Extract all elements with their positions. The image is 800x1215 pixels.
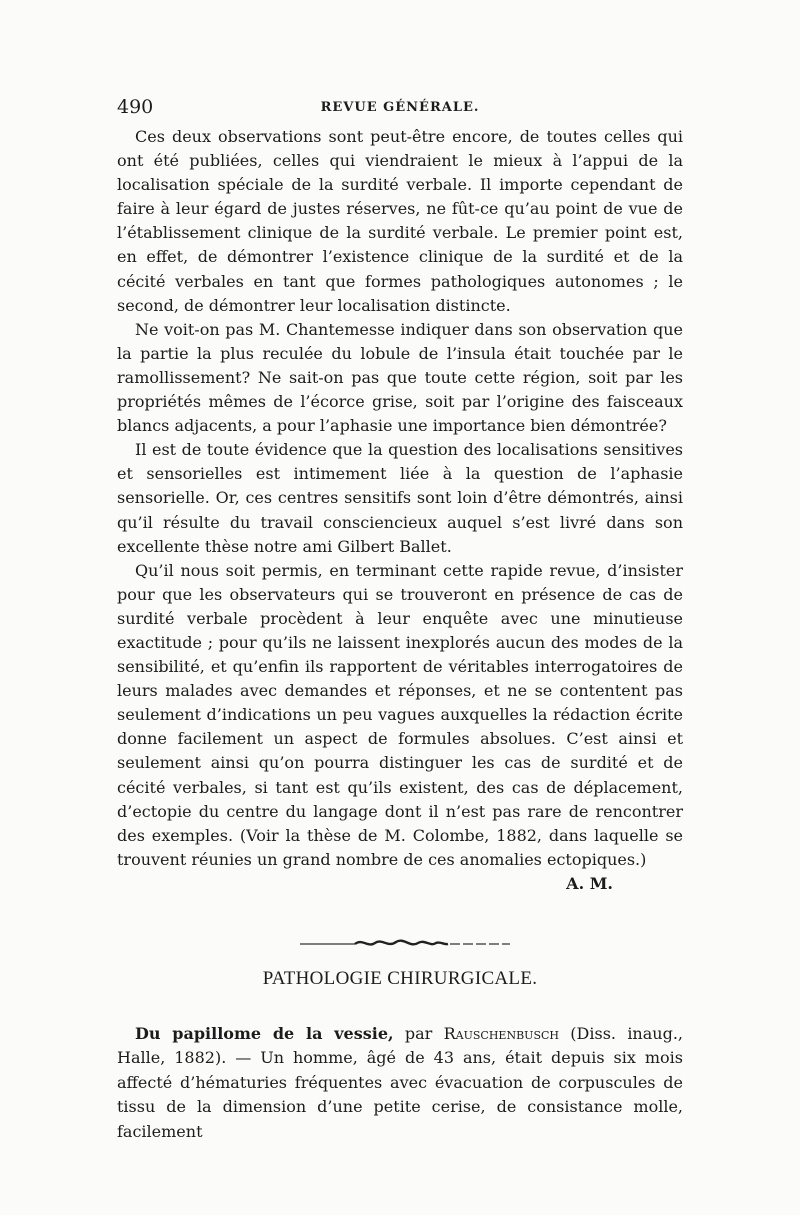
section-divider-ornament bbox=[300, 936, 510, 950]
page-number: 490 bbox=[117, 96, 154, 118]
entry-by: par bbox=[393, 1024, 444, 1043]
author-signature: A. M. bbox=[566, 873, 613, 893]
abstract-entry bbox=[117, 1022, 683, 1144]
paragraph: Qu’il nous soit permis, en terminant cette rapide revue, d’insister pour que les observateurs qui se trouveront en présence de cas de surdité verbale procèdent à leur enquête avec une minutieuse exactitude ; pour qu’ils ne laissent inexplorés aucun des modes de la sensibilité, et qu’enfin ils rapportent de véritables interrogatoires de leurs malades avec demandes et réponses, et ne se contentent pas seulement d’indications un peu vagues auxquelles la rédaction écrite donne facilement un aspect de formules absolues. C’est ainsi et seulement ainsi qu’on pourra distinguer les cas de surdité et de cécité verbales, si tant est qu’ils existent, des cas de déplacement, d’ectopie du centre du langage dont il n’est pas rare de rencontrer des exemples. (Voir la thèse de M. Colombe, 1882, dans laquelle se trouvent réunies un grand nombre de ces anomalies ectopiques.) bbox=[117, 560, 683, 869]
section-text bbox=[117, 1022, 683, 1144]
entry-text: (Diss. inaug., Halle, 1882). — Un homme, âgé de 43 ans, était depuis six mois affecté d’hématuries fréquentes avec évacuation de corpuscules de tissu de la dimension d’une petite cerise, de consistance molle, facilement bbox=[117, 1024, 683, 1141]
paragraph: Ces deux observations sont peut-être encore, de toutes celles qui ont été publiées, celles qui viendraient le mieux à l’appui de la localisation spéciale de la surdité verbale. Il importe cependant de faire à leur égard de justes réserves, ne fût-ce qu’au point de vue de l’établissement clinique de la surdité verbale. Le premier point est, en effet, de démontrer l’existence clinique de la surdité et de la cécité verbales en tant que formes pathologiques autonomes ; le second, de démontrer leur localisation distincte. bbox=[117, 127, 683, 315]
section-title: PATHOLOGIE CHIRURGICALE. bbox=[262, 968, 538, 989]
paragraph: Il est de toute évidence que la question des localisations sensitives et sensorielles est intimement liée à la question de l’aphasie sensorielle. Or, ces centres sensitifs sont loin d’être démontrés, ainsi qu’il résulte du travail consciencieux auquel s’est livré dans son excellente thèse notre ami Gilbert Ballet. bbox=[117, 440, 683, 556]
running-title: REVUE GÉNÉRALE. bbox=[320, 100, 480, 115]
page-header bbox=[117, 96, 683, 122]
entry-title: Du papillome de la vessie, bbox=[135, 1024, 394, 1043]
body-text bbox=[117, 125, 683, 896]
paragraph: Ne voit-on pas M. Chantemesse indiquer dans son observation que la partie la plus reculée du lobule de l’insula était touchée par le ramollissement? Ne sait-on pas que toute cette région, soit par les propriétés mêmes de l’écorce grise, soit par l’origine des faisceaux blancs adjacents, a pour l’aphasie une importance bien démontrée? bbox=[117, 319, 683, 436]
entry-author: Rauschenbusch bbox=[443, 1024, 559, 1043]
